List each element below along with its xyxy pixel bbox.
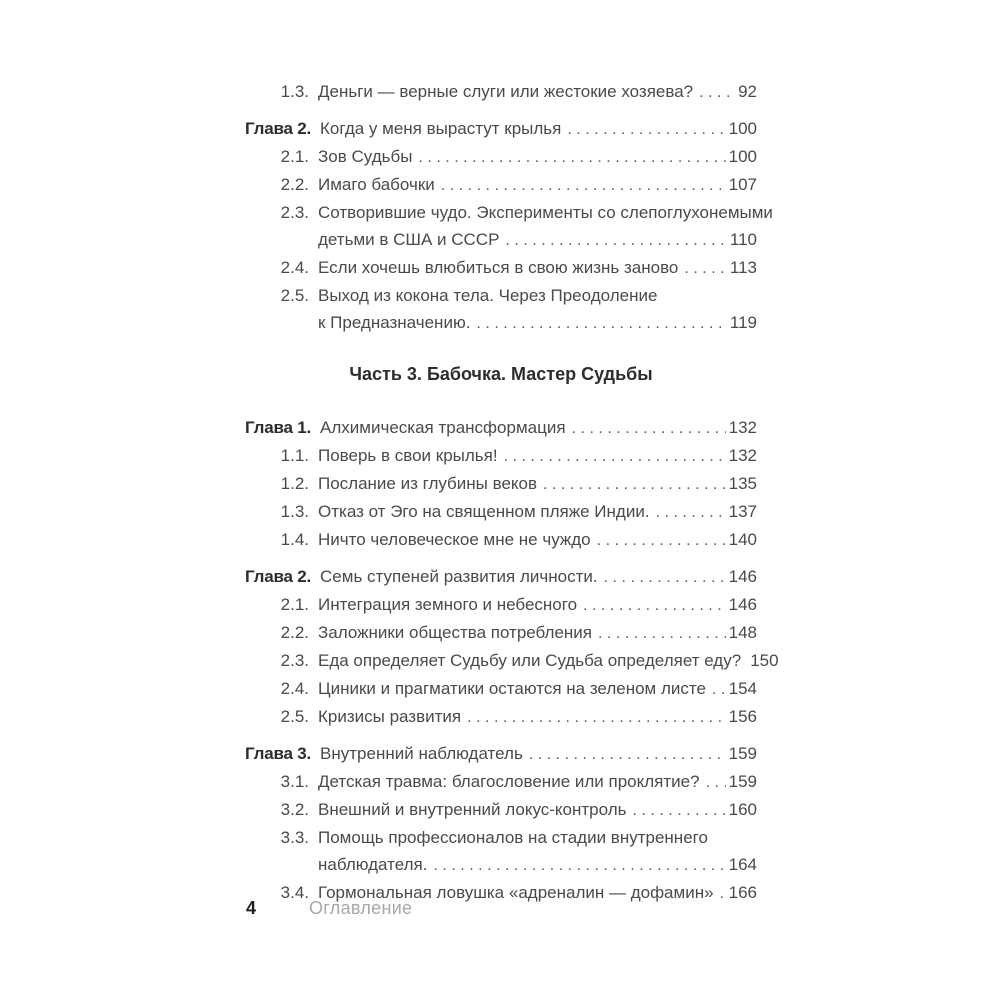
toc-entry-line (318, 143, 757, 171)
toc-entry-number: Глава 3. (245, 744, 312, 763)
toc-entry-page: 100 (728, 119, 757, 138)
toc-entry-body (320, 740, 757, 768)
toc-entry-line (318, 619, 757, 647)
page-footer (246, 896, 412, 920)
toc-list (245, 78, 779, 907)
toc-entry-line (320, 115, 757, 143)
toc-entry-number: Глава 2. (245, 119, 312, 138)
toc-entry-page: 100 (728, 147, 757, 166)
toc-entry-number: 2.5. (280, 707, 309, 726)
dot-leader (632, 796, 725, 824)
toc-entry (245, 414, 757, 442)
toc-entry-line (318, 78, 757, 106)
toc-entry-line (318, 498, 757, 526)
toc-entry-body (318, 442, 757, 470)
toc-entry-line (318, 768, 757, 796)
dot-leader (706, 768, 726, 796)
toc-entry-page: 140 (728, 530, 757, 549)
dot-leader (505, 226, 726, 254)
toc-entry-body (318, 619, 757, 647)
toc-entry (245, 563, 757, 591)
toc-entry-number: 1.1. (280, 446, 309, 465)
toc-entry-line (318, 282, 757, 309)
dot-leader (418, 143, 725, 171)
toc-entry-title: Кризисы развития (318, 707, 462, 726)
dot-leader (604, 563, 726, 591)
dot-leader (583, 591, 726, 619)
toc-entry-page: 160 (728, 800, 757, 819)
dot-leader (699, 78, 735, 106)
toc-entry-page: 159 (728, 744, 757, 763)
toc-entry (245, 199, 773, 254)
toc-entry-body (318, 254, 757, 282)
toc-entry-page: 110 (729, 230, 757, 249)
toc-entry-number: Глава 2. (245, 567, 312, 586)
dot-leader (656, 498, 726, 526)
toc-entry (245, 647, 779, 675)
dot-leader (504, 442, 726, 470)
toc-entry (245, 675, 757, 703)
toc-entry-page: 135 (728, 474, 757, 493)
toc-entry-number: 2.3. (280, 651, 309, 670)
toc-entry-title: Деньги — верные слуги или жестокие хозяева? (318, 82, 694, 101)
toc-entry-line (318, 703, 757, 731)
toc-entry-page: 164 (728, 855, 757, 874)
toc-entry (245, 442, 757, 470)
toc-entry-title: Интеграция земного и небесного (318, 595, 578, 614)
toc-entry (245, 591, 757, 619)
toc-entry-body (318, 796, 757, 824)
footer-page-number: 4 (246, 898, 257, 918)
toc-entry-body (318, 199, 773, 254)
dot-leader (597, 526, 726, 554)
toc-entry-number: 2.1. (280, 595, 309, 614)
toc-entry-line (318, 796, 757, 824)
toc-entry-page: 137 (728, 502, 757, 521)
toc-entry-number: 2.4. (280, 679, 309, 698)
toc-entry-number: 2.2. (280, 175, 309, 194)
toc-entry-number: 1.2. (280, 474, 309, 493)
toc-entry (245, 740, 757, 768)
dot-leader (543, 470, 726, 498)
dot-leader (476, 309, 726, 337)
toc-entry-page: 156 (728, 707, 757, 726)
toc-entry-body (318, 768, 757, 796)
toc-entry-line (318, 824, 757, 851)
dot-leader (567, 115, 725, 143)
toc-entry-body (320, 563, 757, 591)
toc-entry-body (318, 647, 779, 675)
toc-entry-page: 146 (728, 567, 757, 586)
toc-entry-page: 150 (750, 651, 779, 670)
toc-entry-page: 154 (728, 679, 757, 698)
toc-entry-line (318, 226, 757, 254)
dot-leader (720, 879, 726, 907)
toc-entry (245, 619, 757, 647)
toc-entry-title: детьми в США и СССР (318, 230, 500, 249)
toc-entry-body (318, 470, 757, 498)
toc-entry-number: 3.1. (280, 772, 309, 791)
toc-entry-body (320, 115, 757, 143)
toc-entry-title: Имаго бабочки (318, 175, 435, 194)
toc-entry (245, 796, 757, 824)
toc-entry-body (318, 171, 757, 199)
toc-entry-title: Гормональная ловушка «адреналин — дофамин» (318, 883, 714, 902)
toc-entry-line (320, 563, 757, 591)
toc-entry-number: 3.2. (280, 800, 309, 819)
toc-entry-title: Отказ от Эго на священном пляже Индии. (318, 502, 650, 521)
toc-entry-body (318, 78, 757, 106)
toc-entry-page: 148 (728, 623, 757, 642)
toc-entry-body (318, 526, 757, 554)
dot-leader (684, 254, 727, 282)
toc-entry (245, 470, 757, 498)
dot-leader (598, 619, 726, 647)
toc-entry-number: 1.4. (280, 530, 309, 549)
part-heading: Часть 3. Бабочка. Мастер Судьбы (349, 364, 653, 384)
toc-entry-title: Поверь в свои крылья! (318, 446, 498, 465)
toc-entry-body (318, 675, 757, 703)
toc-entry (245, 498, 757, 526)
toc-entry-title: Еда определяет Судьбу или Судьба определяет еду? (318, 651, 742, 670)
toc-entry-number: 2.4. (280, 258, 309, 277)
toc-entry-title: Послание из глубины веков (318, 474, 538, 493)
dot-leader (467, 703, 726, 731)
dot-leader (433, 851, 725, 879)
toc-entry (245, 282, 757, 337)
toc-entry-number: 2.5. (280, 286, 309, 305)
toc-entry (245, 824, 757, 879)
toc-entry-number: 3.3. (280, 828, 309, 847)
toc-entry-page: 132 (728, 418, 757, 437)
toc-entry-title: Выход из кокона тела. Через Преодоление (318, 286, 658, 305)
toc-entry-page: 113 (729, 258, 757, 277)
toc-entry (245, 254, 757, 282)
toc-entry-body (318, 591, 757, 619)
toc-entry-page: 107 (728, 175, 757, 194)
toc-entry-line (318, 199, 773, 226)
toc-entry-line (318, 470, 757, 498)
dot-leader (572, 414, 726, 442)
toc-entry-page: 92 (738, 82, 757, 101)
toc-entry-title: Когда у меня вырастут крылья (320, 119, 562, 138)
toc-entry (245, 115, 757, 143)
toc-entry-body (320, 414, 757, 442)
toc-entry (245, 171, 757, 199)
toc-entry (245, 526, 757, 554)
toc-entry (245, 768, 757, 796)
toc-entry-title: Внутренний наблюдатель (320, 744, 523, 763)
toc-entry-number: 1.3. (280, 502, 309, 521)
toc-entry-line (318, 851, 757, 879)
toc-entry-number: 1.3. (280, 82, 309, 101)
dot-leader (529, 740, 726, 768)
toc-entry-page: 166 (728, 883, 757, 902)
toc-entry-title: Детская травма: благословение или проклятие? (318, 772, 700, 791)
toc-entry-body (318, 824, 757, 879)
dot-leader (441, 171, 726, 199)
toc-entry-line (318, 526, 757, 554)
toc-entry-line (318, 675, 757, 703)
toc-entry-number: Глава 1. (245, 418, 312, 437)
toc-entry-title: Внешний и внутренний локус-контроль (318, 800, 627, 819)
toc-entry-title: Помощь профессионалов на стадии внутреннего (318, 828, 708, 847)
toc-entry (245, 78, 757, 106)
toc-entry-title: наблюдателя. (318, 855, 428, 874)
toc-entry-page: 132 (728, 446, 757, 465)
toc-entry-number: 2.1. (280, 147, 309, 166)
toc-entry-line (318, 442, 757, 470)
toc-entry (245, 143, 757, 171)
toc-entry-line (318, 309, 757, 337)
toc-entry-number: 3.4. (280, 883, 309, 902)
toc-entry-line (320, 740, 757, 768)
toc-entry-line (318, 591, 757, 619)
toc-entry-title: Если хочешь влюбиться в свою жизнь заново (318, 258, 679, 277)
dot-leader (712, 675, 726, 703)
toc-entry-title: Семь ступеней развития личности. (320, 567, 598, 586)
toc-entry (245, 703, 757, 731)
toc-entry-title: Алхимическая трансформация (320, 418, 566, 437)
toc-entry-body (318, 498, 757, 526)
toc-entry-page: 159 (728, 772, 757, 791)
toc-entry-page: 146 (728, 595, 757, 614)
toc-entry-line (318, 647, 779, 675)
footer-section-label: Оглавление (309, 898, 413, 918)
toc-entry-body (318, 143, 757, 171)
toc-entry-line (320, 414, 757, 442)
toc-entry-title: Зов Судьбы (318, 147, 413, 166)
toc-entry-title: Заложники общества потребления (318, 623, 592, 642)
toc-entry-body (318, 282, 757, 337)
toc-entry-body (318, 703, 757, 731)
toc-entry-number: 2.3. (280, 203, 309, 222)
toc-entry-line (318, 254, 757, 282)
toc-entry-title: Циники и прагматики остаются на зеленом листе (318, 679, 706, 698)
toc-entry-line (318, 171, 757, 199)
toc-entry-page: 119 (729, 313, 757, 332)
toc-entry-title: к Предназначению. (318, 313, 471, 332)
toc-entry-title: Сотворившие чудо. Эксперименты со слепоглухонемыми (318, 203, 773, 222)
toc-entry-title: Ничто человеческое мне не чуждо (318, 530, 591, 549)
toc-entry-number: 2.2. (280, 623, 309, 642)
